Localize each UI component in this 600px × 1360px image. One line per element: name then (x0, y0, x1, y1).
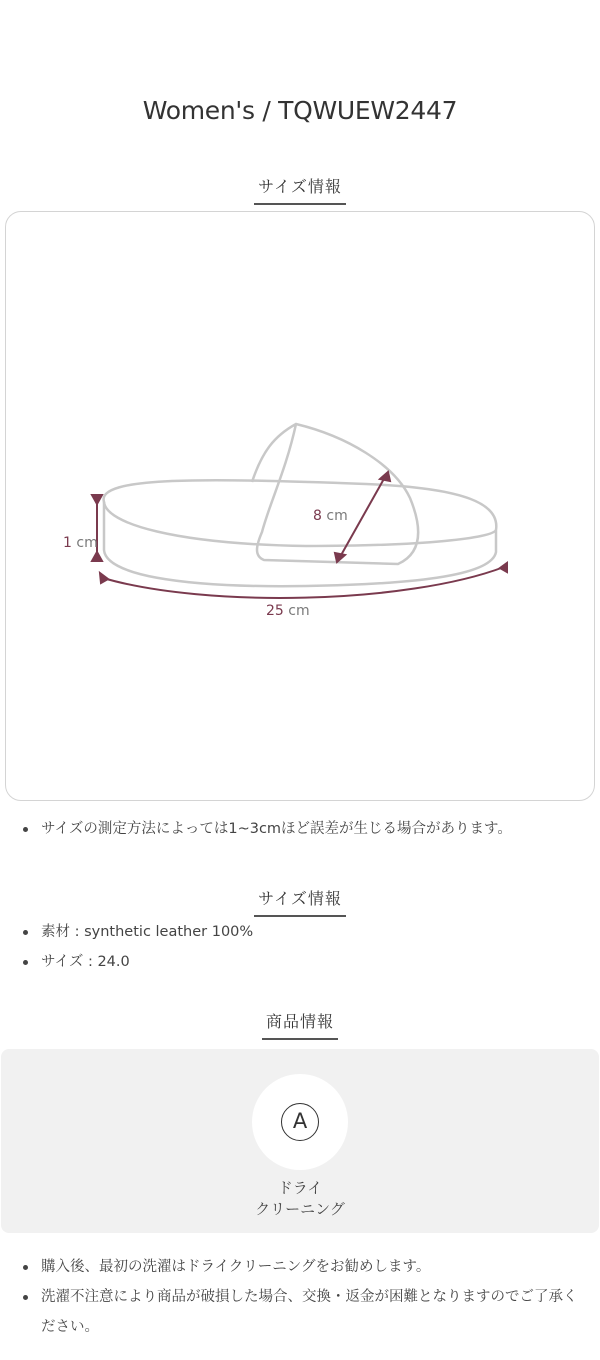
length-dimension-label: 25 cm (266, 603, 310, 619)
care-instructions-box (1, 1049, 599, 1233)
length-measure-line (100, 563, 507, 598)
care-label-line2: クリーニング (255, 1200, 345, 1218)
spec-heading-text: サイズ情報 (254, 886, 346, 917)
size-info-heading-text: サイズ情報 (254, 174, 346, 205)
strap-dimension-label: 8 cm (313, 508, 348, 524)
measurement-note-list (0, 814, 581, 844)
product-title: Women's / TQWUEW2447 (142, 96, 458, 125)
height-measure-line (92, 495, 102, 561)
spec-list (0, 917, 581, 977)
height-dimension-label: 1 cm (63, 535, 98, 551)
material-item: 素材 : synthetic leather 100% (0, 917, 581, 947)
care-note: 洗濯不注意により商品が破損した場合、交換・返金が困難となりますのでご了承ください。 (0, 1282, 581, 1342)
care-label-line1: ドライ (277, 1179, 323, 1197)
care-icon-circle (252, 1074, 348, 1170)
size-item: サイズ : 24.0 (0, 947, 581, 977)
sandal-diagram (6, 212, 594, 800)
care-notes-list (0, 1252, 581, 1342)
sole-top-edge (104, 502, 496, 546)
care-note: 購入後、最初の洗濯はドライクリーニングをお勧めします。 (0, 1252, 581, 1282)
product-info-heading (0, 1009, 600, 1040)
dry-clean-a-icon: A (281, 1103, 319, 1141)
product-info-heading-text: 商品情報 (262, 1009, 338, 1040)
measurement-note: サイズの測定方法によっては1~3cmほど誤差が生じる場合があります。 (0, 814, 581, 844)
size-info-heading (0, 174, 600, 205)
spec-heading (0, 886, 600, 917)
size-diagram-card (5, 211, 595, 801)
strap-outline (252, 424, 418, 564)
